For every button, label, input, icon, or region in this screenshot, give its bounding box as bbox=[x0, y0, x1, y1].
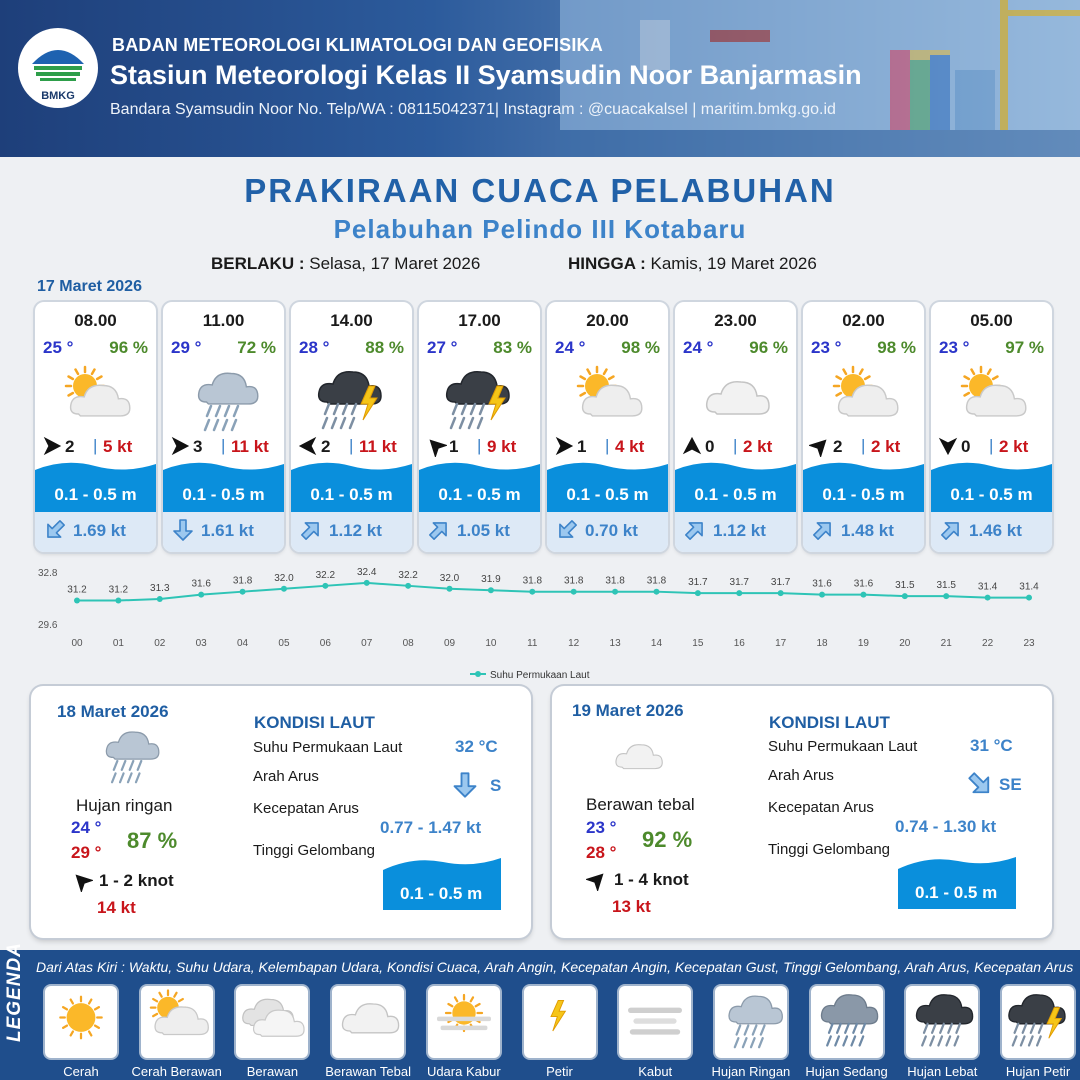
card-weather-icon bbox=[951, 362, 1031, 432]
card-humidity: 98 % bbox=[621, 338, 660, 357]
legend-item-hujan-petir bbox=[1002, 986, 1074, 1058]
day-box-19 bbox=[552, 686, 1052, 938]
page-subtitle: Pelabuhan Pelindo III Kotabaru bbox=[333, 214, 747, 244]
sst-label: Suhu Permukaan Laut bbox=[768, 738, 918, 755]
card-wind-dir bbox=[809, 435, 831, 457]
wind-direction-icon bbox=[297, 435, 319, 457]
validity-from-value: Selasa, 17 Maret 2026 bbox=[309, 254, 481, 273]
card-temp: 29 ° bbox=[171, 338, 202, 357]
validity-to bbox=[568, 254, 817, 274]
legend-item-hujan-ringan bbox=[715, 986, 787, 1058]
sst-data-point bbox=[198, 592, 204, 598]
sst-data-label: 31.8 bbox=[232, 575, 253, 587]
sst-data-label: 31.4 bbox=[977, 581, 998, 593]
day-gust: 13 kt bbox=[612, 897, 651, 916]
card-humidity: 96 % bbox=[109, 338, 148, 357]
card-weather-icon bbox=[183, 362, 263, 432]
udara-kabur-icon bbox=[428, 986, 500, 1049]
x-tick-label: 04 bbox=[237, 638, 249, 649]
legend-item-berawan-tebal bbox=[332, 986, 404, 1058]
sst-data-point bbox=[157, 596, 163, 602]
legend-item-label: Cerah Berawan bbox=[131, 1064, 222, 1079]
card-time: 17.00 bbox=[458, 311, 501, 330]
sst-series-line bbox=[77, 583, 1029, 601]
card-current-dir bbox=[939, 518, 963, 542]
x-tick-label: 01 bbox=[112, 638, 124, 649]
hourly-card bbox=[419, 302, 540, 552]
sst-data-point bbox=[529, 589, 535, 595]
current-direction-icon bbox=[811, 518, 835, 542]
hujan-petir-icon bbox=[439, 362, 519, 432]
card-wind-dir bbox=[681, 435, 703, 457]
card-wave-height: 0.1 - 0.5 m bbox=[438, 485, 521, 504]
legend-item-cerah-berawan bbox=[141, 986, 213, 1058]
day-condition: Hujan ringan bbox=[76, 796, 173, 815]
org-name: BADAN METEOROLOGI KLIMATOLOGI DAN GEOFISIKA bbox=[112, 35, 603, 55]
x-tick-label: 23 bbox=[1023, 638, 1035, 649]
card-wind-dir bbox=[553, 435, 575, 457]
sst-data-point bbox=[819, 592, 825, 598]
card-wave-height: 0.1 - 0.5 m bbox=[950, 485, 1033, 504]
legend-item-label: Hujan Petir bbox=[1005, 1064, 1071, 1079]
hourly-card bbox=[931, 302, 1052, 552]
card-temp: 24 ° bbox=[683, 338, 714, 357]
hourly-card bbox=[547, 302, 668, 552]
legend-swatch-dot bbox=[475, 671, 481, 677]
day-temp-max: 29 ° bbox=[71, 843, 102, 862]
day-wind: 1 - 2 knot bbox=[99, 871, 174, 890]
wind-direction-icon bbox=[425, 435, 447, 457]
sst-data-label: 31.4 bbox=[1019, 581, 1039, 593]
card-separator: | bbox=[93, 436, 98, 455]
card-temp: 23 ° bbox=[811, 338, 842, 357]
card-time: 05.00 bbox=[970, 311, 1013, 330]
wind-direction-icon bbox=[809, 435, 831, 457]
sst-data-point bbox=[281, 586, 287, 592]
legend-item-label: Petir bbox=[546, 1064, 573, 1079]
legend-item-label: Berawan bbox=[246, 1064, 299, 1079]
sst-data-label: 32.2 bbox=[315, 569, 336, 581]
validity-to-label: HINGGA : bbox=[568, 254, 646, 273]
current-direction-icon bbox=[427, 518, 451, 542]
sst-data-label: 31.5 bbox=[895, 580, 915, 592]
logo-text: BMKG bbox=[41, 90, 75, 102]
legend-tab bbox=[4, 942, 28, 1070]
day-date: 19 Maret 2026 bbox=[572, 701, 684, 720]
wind-direction-icon bbox=[41, 435, 63, 457]
sst-data-point bbox=[778, 590, 784, 596]
sst-label: Suhu Permukaan Laut bbox=[253, 739, 403, 756]
current-speed-value: 0.77 - 1.47 kt bbox=[380, 818, 482, 837]
berawan-icon bbox=[236, 986, 308, 1049]
day-weather-icon bbox=[606, 730, 668, 782]
card-wind-speed: 2 bbox=[65, 437, 75, 456]
card-weather-icon bbox=[55, 362, 135, 432]
current-direction-icon bbox=[171, 518, 195, 542]
day-temp-max: 28 ° bbox=[586, 843, 617, 862]
current-direction-icon bbox=[451, 771, 479, 799]
sst-data-point bbox=[364, 580, 370, 586]
card-wind-speed: 2 bbox=[833, 437, 843, 456]
current-speed-label: Kecepatan Arus bbox=[253, 800, 359, 817]
legend-item-label: Cerah bbox=[63, 1064, 99, 1079]
card-time: 02.00 bbox=[842, 311, 885, 330]
card-wind-dir bbox=[41, 435, 63, 457]
current-direction-icon bbox=[299, 518, 323, 542]
card-wind-dir bbox=[297, 435, 319, 457]
sst-data-label: 31.2 bbox=[67, 584, 87, 596]
current-direction-icon bbox=[683, 518, 707, 542]
card-temp: 24 ° bbox=[555, 338, 586, 357]
wave-label: Tinggi Gelombang bbox=[768, 841, 891, 858]
hujan-petir-icon bbox=[311, 362, 391, 432]
card-wind-speed: 2 bbox=[321, 437, 331, 456]
sst-value: 31 °C bbox=[970, 736, 1013, 755]
card-current-dir bbox=[811, 518, 835, 542]
sst-data-label: 31.7 bbox=[729, 577, 749, 589]
x-tick-label: 16 bbox=[733, 638, 745, 649]
day-humidity: 92 % bbox=[642, 827, 693, 852]
card-gust: 11 kt bbox=[359, 437, 397, 456]
card-current-speed: 1.05 kt bbox=[457, 521, 510, 540]
current-dir-value: S bbox=[490, 776, 502, 795]
x-tick-label: 15 bbox=[692, 638, 704, 649]
current-dir-label: Arah Arus bbox=[768, 767, 834, 784]
sst-data-label: 31.6 bbox=[812, 578, 832, 590]
card-humidity: 97 % bbox=[1005, 338, 1044, 357]
card-temp: 25 ° bbox=[43, 338, 74, 357]
berawan-tebal-icon bbox=[695, 362, 775, 432]
page-title: PRAKIRAAN CUACA PELABUHAN bbox=[244, 172, 836, 209]
hourly-card bbox=[163, 302, 284, 552]
card-humidity: 83 % bbox=[493, 338, 532, 357]
card-current-dir bbox=[43, 518, 67, 542]
day-box-18 bbox=[31, 686, 531, 938]
wave-value: 0.1 - 0.5 m bbox=[915, 883, 998, 902]
x-tick-label: 00 bbox=[71, 638, 83, 649]
hujan-sedang-icon bbox=[811, 986, 883, 1049]
day-wind-dir-icon bbox=[586, 869, 608, 891]
x-tick-label: 08 bbox=[402, 638, 414, 649]
sst-data-label: 31.6 bbox=[853, 578, 874, 590]
legend-item-label: Hujan Ringan bbox=[711, 1064, 791, 1079]
card-separator: | bbox=[733, 436, 738, 455]
hujan-ringan-icon bbox=[183, 362, 263, 432]
sst-data-point bbox=[653, 589, 659, 595]
card-separator: | bbox=[477, 436, 482, 455]
sst-data-label: 31.8 bbox=[522, 575, 543, 587]
day-humidity: 87 % bbox=[127, 828, 178, 853]
sst-data-point bbox=[74, 598, 80, 604]
day-weather-icon bbox=[87, 722, 169, 784]
card-wind-dir bbox=[169, 435, 191, 457]
card-current-dir bbox=[299, 518, 323, 542]
legend-item-cerah bbox=[45, 986, 117, 1058]
berawan-tebal-icon bbox=[332, 986, 404, 1049]
sst-data-point bbox=[612, 589, 618, 595]
x-tick-label: 03 bbox=[195, 638, 207, 649]
cerah-berawan-icon bbox=[567, 362, 647, 432]
card-weather-icon bbox=[439, 362, 519, 432]
day-wind: 1 - 4 knot bbox=[614, 870, 689, 889]
card-wind-speed: 3 bbox=[193, 437, 203, 456]
sst-data-point bbox=[115, 598, 121, 604]
card-time: 20.00 bbox=[586, 311, 629, 330]
card-current-speed: 1.12 kt bbox=[713, 521, 766, 540]
wind-direction-icon bbox=[169, 435, 191, 457]
kabut-icon bbox=[619, 986, 691, 1049]
wind-direction-icon bbox=[937, 435, 959, 457]
sst-value: 32 °C bbox=[455, 737, 498, 756]
hourly-card bbox=[675, 302, 796, 552]
card-wave-height: 0.1 - 0.5 m bbox=[310, 485, 393, 504]
day-date: 18 Maret 2026 bbox=[57, 702, 169, 721]
hujan-lebat-icon bbox=[906, 986, 978, 1049]
card-current-dir bbox=[171, 518, 195, 542]
sst-data-point bbox=[943, 593, 949, 599]
current-speed-value: 0.74 - 1.30 kt bbox=[895, 817, 997, 836]
sst-data-label: 31.7 bbox=[770, 577, 791, 589]
current-dir-value: SE bbox=[999, 775, 1022, 794]
card-wind-speed: 0 bbox=[705, 437, 715, 456]
sst-data-point bbox=[240, 589, 246, 595]
card-time: 08.00 bbox=[74, 311, 117, 330]
validity-to-value: Kamis, 19 Maret 2026 bbox=[650, 254, 817, 273]
card-gust: 2 kt bbox=[743, 437, 773, 456]
current-dir-icon bbox=[451, 771, 479, 799]
card-temp: 28 ° bbox=[299, 338, 330, 357]
cerah-berawan-icon bbox=[823, 362, 903, 432]
validity-from bbox=[211, 254, 480, 274]
sst-data-point bbox=[488, 587, 494, 593]
contact-info: Bandara Syamsudin Noor No. Telp/WA : 08115042371| Instagram : @cuacakalsel | maritim.bmkg.go.id bbox=[110, 101, 836, 118]
card-time: 11.00 bbox=[202, 311, 245, 330]
x-tick-label: 06 bbox=[319, 638, 331, 649]
card-wave-height: 0.1 - 0.5 m bbox=[822, 485, 905, 504]
card-weather-icon bbox=[695, 362, 775, 432]
sst-data-label: 31.3 bbox=[150, 583, 170, 595]
card-separator: | bbox=[861, 436, 866, 455]
sst-data-point bbox=[322, 583, 328, 589]
sst-data-label: 31.7 bbox=[688, 577, 708, 589]
validity-from-label: BERLAKU : bbox=[211, 254, 305, 273]
current-direction-icon bbox=[555, 518, 579, 542]
x-tick-label: 12 bbox=[568, 638, 580, 649]
sst-line-chart bbox=[30, 562, 1055, 687]
day-condition: Berawan tebal bbox=[586, 795, 695, 814]
wind-direction-icon bbox=[553, 435, 575, 457]
current-direction-icon bbox=[966, 770, 994, 798]
card-current-speed: 1.46 kt bbox=[969, 521, 1022, 540]
legend-item-udara-kabur bbox=[428, 986, 500, 1058]
card-gust: 2 kt bbox=[999, 437, 1029, 456]
sst-data-point bbox=[405, 583, 411, 589]
card-temp: 27 ° bbox=[427, 338, 458, 357]
x-tick-label: 22 bbox=[982, 638, 994, 649]
hourly-card bbox=[291, 302, 412, 552]
card-current-speed: 1.12 kt bbox=[329, 521, 382, 540]
card-weather-icon bbox=[567, 362, 647, 432]
wave-value: 0.1 - 0.5 m bbox=[400, 884, 483, 903]
legend-description: Dari Atas Kiri : Waktu, Suhu Udara, Kelembapan Udara, Kondisi Cuaca, Arah Angin, Kecepatan Angin, Kecepatan Gust, Tinggi Gelombang, Arah Arus, Kecepatan Arus bbox=[36, 959, 1074, 975]
card-gust: 4 kt bbox=[615, 437, 645, 456]
card-separator: | bbox=[989, 436, 994, 455]
current-speed-label: Kecepatan Arus bbox=[768, 799, 874, 816]
legend-item-label: Berawan Tebal bbox=[325, 1064, 411, 1079]
card-wind-dir bbox=[425, 435, 447, 457]
card-wind-dir bbox=[937, 435, 959, 457]
current-dir-label: Arah Arus bbox=[253, 768, 319, 785]
current-dir-icon bbox=[966, 770, 994, 798]
x-tick-label: 13 bbox=[609, 638, 621, 649]
card-wave-height: 0.1 - 0.5 m bbox=[182, 485, 265, 504]
x-tick-label: 18 bbox=[816, 638, 828, 649]
hourly-card bbox=[35, 302, 156, 552]
sst-data-label: 31.8 bbox=[605, 575, 625, 587]
sst-data-point bbox=[985, 595, 991, 601]
day-temp-min: 23 ° bbox=[586, 818, 617, 837]
kondisi-laut-title: KONDISI LAUT bbox=[769, 713, 890, 732]
card-humidity: 96 % bbox=[749, 338, 788, 357]
legend-item-hujan-lebat bbox=[906, 986, 978, 1058]
sst-data-point bbox=[902, 593, 908, 599]
sst-data-point bbox=[571, 589, 577, 595]
wind-direction-icon bbox=[681, 435, 703, 457]
card-temp: 23 ° bbox=[939, 338, 970, 357]
card-gust: 5 kt bbox=[103, 437, 133, 456]
day1-date: 17 Maret 2026 bbox=[37, 278, 142, 295]
sst-data-point bbox=[736, 590, 742, 596]
legend-tab-label: LEGENDA bbox=[4, 942, 25, 1042]
x-tick-label: 02 bbox=[154, 638, 166, 649]
card-wave-height: 0.1 - 0.5 m bbox=[694, 485, 777, 504]
card-wind-speed: 1 bbox=[449, 437, 459, 456]
legend-item-label: Udara Kabur bbox=[426, 1064, 501, 1079]
sst-data-point bbox=[447, 586, 453, 592]
legend-item-label: Kabut bbox=[638, 1064, 673, 1079]
sst-data-point bbox=[1026, 595, 1032, 601]
card-humidity: 98 % bbox=[877, 338, 916, 357]
card-wind-speed: 0 bbox=[961, 437, 971, 456]
cerah-berawan-icon bbox=[951, 362, 1031, 432]
cerah-icon bbox=[45, 986, 117, 1049]
card-gust: 2 kt bbox=[871, 437, 901, 456]
card-gust: 9 kt bbox=[487, 437, 517, 456]
card-current-speed: 1.69 kt bbox=[73, 521, 126, 540]
hujan-ringan-icon bbox=[715, 986, 787, 1049]
card-current-speed: 0.70 kt bbox=[585, 521, 638, 540]
current-direction-icon bbox=[43, 518, 67, 542]
kondisi-laut-title: KONDISI LAUT bbox=[254, 713, 375, 732]
legend-item-kabut bbox=[619, 986, 691, 1058]
cerah-berawan-icon bbox=[141, 986, 213, 1049]
card-time: 14.00 bbox=[330, 311, 373, 330]
card-separator: | bbox=[605, 436, 610, 455]
sst-data-point bbox=[860, 592, 866, 598]
cerah-berawan-icon bbox=[55, 362, 135, 432]
petir-icon bbox=[524, 986, 596, 1049]
legend-item-hujan-sedang bbox=[811, 986, 883, 1058]
header-banner bbox=[0, 0, 1080, 157]
hujan-petir-icon bbox=[1002, 986, 1074, 1049]
station-name: Stasiun Meteorologi Kelas II Syamsudin Noor Banjarmasin bbox=[110, 60, 862, 90]
x-tick-label: 17 bbox=[775, 638, 787, 649]
x-tick-label: 20 bbox=[899, 638, 911, 649]
card-weather-icon bbox=[311, 362, 391, 432]
card-wave-height: 0.1 - 0.5 m bbox=[566, 485, 649, 504]
card-time: 23.00 bbox=[714, 311, 757, 330]
legend-series-name: Suhu Permukaan Laut bbox=[490, 670, 590, 681]
day-temp-min: 24 ° bbox=[71, 818, 102, 837]
sst-data-label: 31.2 bbox=[108, 584, 129, 596]
card-separator: | bbox=[221, 436, 226, 455]
card-gust: 11 kt bbox=[231, 437, 269, 456]
sst-data-label: 32.4 bbox=[357, 566, 377, 578]
card-humidity: 72 % bbox=[237, 338, 276, 357]
card-current-dir bbox=[555, 518, 579, 542]
y-tick-label: 29.6 bbox=[38, 620, 58, 631]
card-current-dir bbox=[427, 518, 451, 542]
card-wind-speed: 1 bbox=[577, 437, 587, 456]
berawan-tebal-icon bbox=[606, 730, 668, 782]
x-tick-label: 10 bbox=[485, 638, 497, 649]
card-current-speed: 1.48 kt bbox=[841, 521, 894, 540]
x-tick-label: 19 bbox=[857, 638, 869, 649]
sst-data-label: 31.9 bbox=[481, 574, 501, 586]
sst-data-label: 31.8 bbox=[563, 575, 584, 587]
x-tick-label: 07 bbox=[361, 638, 373, 649]
x-tick-label: 21 bbox=[940, 638, 952, 649]
sst-data-label: 32.2 bbox=[398, 569, 418, 581]
legend-item-berawan bbox=[236, 986, 308, 1058]
day-wind-dir-icon bbox=[71, 870, 93, 892]
current-direction-icon bbox=[939, 518, 963, 542]
sst-data-label: 31.6 bbox=[191, 578, 211, 590]
sst-data-label: 32.0 bbox=[274, 572, 294, 584]
card-current-dir bbox=[683, 518, 707, 542]
wind-direction-icon bbox=[71, 870, 93, 892]
sst-data-label: 31.8 bbox=[646, 575, 667, 587]
card-separator: | bbox=[349, 436, 354, 455]
sst-data-point bbox=[695, 590, 701, 596]
wave-label: Tinggi Gelombang bbox=[253, 842, 376, 859]
legend-item-petir bbox=[524, 986, 596, 1058]
legend-item-label: Hujan Sedang bbox=[805, 1064, 888, 1079]
legend-item-label: Hujan Lebat bbox=[907, 1064, 978, 1079]
card-wave-height: 0.1 - 0.5 m bbox=[54, 485, 137, 504]
sst-data-label: 32.0 bbox=[439, 572, 460, 584]
x-tick-label: 14 bbox=[650, 638, 663, 649]
card-humidity: 88 % bbox=[365, 338, 404, 357]
x-tick-label: 11 bbox=[527, 638, 538, 649]
card-weather-icon bbox=[823, 362, 903, 432]
hourly-card bbox=[803, 302, 924, 552]
card-current-speed: 1.61 kt bbox=[201, 521, 254, 540]
y-tick-label: 32.8 bbox=[38, 568, 58, 579]
hujan-ringan-icon bbox=[87, 722, 169, 784]
sst-data-label: 31.5 bbox=[936, 580, 956, 592]
x-tick-label: 09 bbox=[443, 638, 456, 649]
day-gust: 14 kt bbox=[97, 898, 136, 917]
wind-direction-icon bbox=[586, 869, 608, 891]
x-tick-label: 05 bbox=[278, 638, 290, 649]
